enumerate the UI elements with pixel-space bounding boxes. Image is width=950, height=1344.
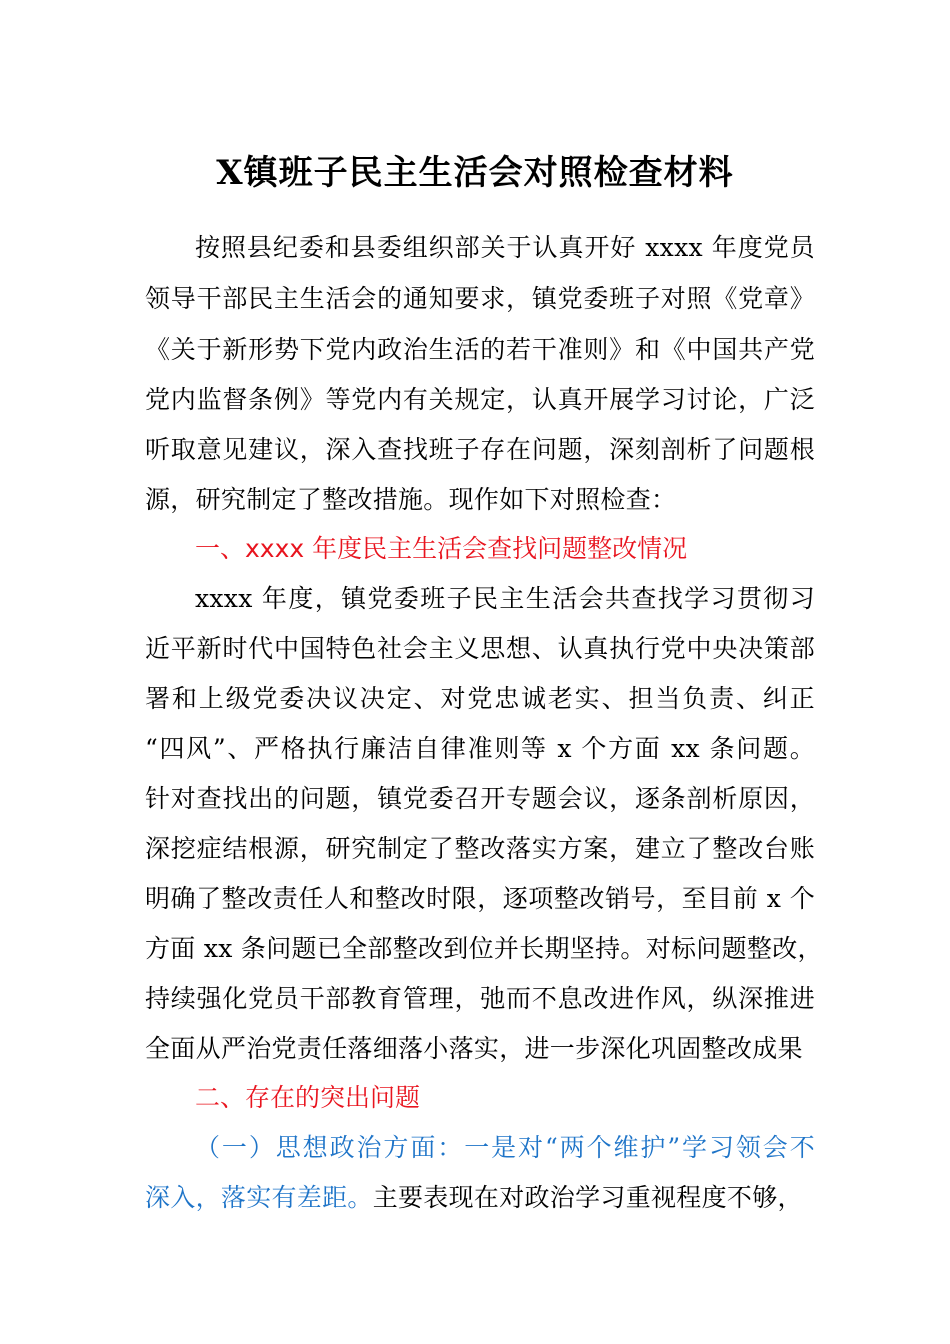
paragraph-line: 署和上级党委决议决定、对党忠诚老实、担当负责、纠正 (145, 684, 815, 713)
subsection-heading-continuation: 深入，落实有差距。 (145, 1183, 373, 1212)
subsection-heading-line: （一）思想政治方面：一是对“两个维护”学习领会不 (195, 1133, 815, 1162)
paragraph-line: 深挖症结根源，研究制定了整改落实方案，建立了整改台账 (145, 834, 815, 863)
paragraph-line: 按照县纪委和县委组织部关于认真开好 xxxx 年度党员 (195, 233, 815, 262)
paragraph-line: 近平新时代中国特色社会主义思想、认真执行党中央决策部 (145, 634, 815, 663)
paragraph-text: 主要表现在对政治学习重视程度不够， (372, 1183, 803, 1212)
paragraph-line: 源，研究制定了整改措施。现作如下对照检查： (145, 485, 677, 514)
paragraph-line: “四风”、严格执行廉洁自律准则等 x 个方面 xx 条问题。 (145, 734, 815, 763)
paragraph-line: 持续强化党员干部教育管理，弛而不息改进作风，纵深推进 (145, 984, 815, 1013)
paragraph-line: 全面从严治党责任落细落小落实，进一步深化巩固整改成果 (145, 1034, 803, 1063)
paragraph-line: 领导干部民主生活会的通知要求，镇党委班子对照《党章》 (145, 284, 815, 313)
paragraph-line: 方面 xx 条问题已全部整改到位并长期坚持。对标问题整改， (145, 934, 823, 963)
section-heading-2: 二、存在的突出问题 (195, 1083, 421, 1112)
section-heading-1: 一、xxxx 年度民主生活会查找问题整改情况 (195, 534, 688, 563)
paragraph-line: 明确了整改责任人和整改时限，逐项整改销号，至目前 x 个 (145, 884, 815, 913)
paragraph-line: 针对查找出的问题，镇党委召开专题会议，逐条剖析原因， (145, 784, 815, 813)
paragraph-line: 党内监督条例》等党内有关规定，认真开展学习讨论，广泛 (145, 385, 815, 414)
paragraph-line (145, 1173, 815, 1223)
paragraph-line: 《关于新形势下党内政治生活的若干准则》和《中国共产党 (145, 335, 815, 364)
paragraph-line: xxxx 年度，镇党委班子民主生活会共查找学习贯彻习 (195, 584, 815, 613)
paragraph-line: 听取意见建议，深入查找班子存在问题，深刻剖析了问题根 (145, 435, 815, 464)
document-title: X镇班子民主生活会对照检查材料 (216, 153, 734, 193)
